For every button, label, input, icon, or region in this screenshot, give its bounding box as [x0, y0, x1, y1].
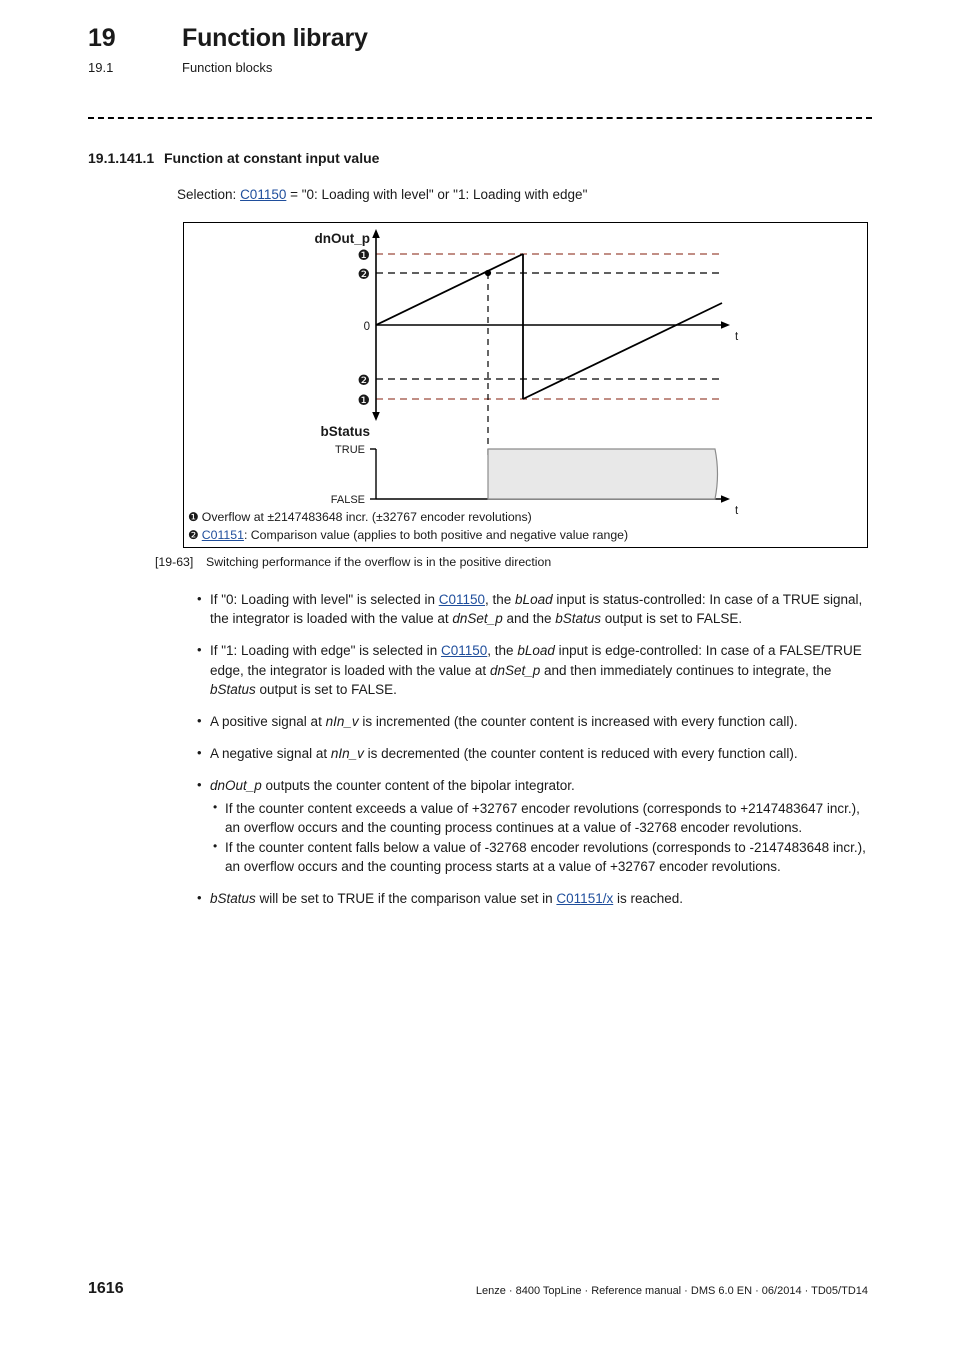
upper-plot-xlabel: t [735, 331, 739, 343]
text-run: If the counter content falls below a value of -32768 encoder revolutions (corresponds to -2147483648 incr.), an overflow occurs and the counting process starts at a value of +32767 encoder revolutions. [225, 840, 866, 875]
comparison-hit-point [485, 270, 491, 276]
upper-plot-ylabel: dnOut_p [314, 231, 370, 246]
bullet-loading-with-level [196, 590, 872, 628]
section-title-header: Function blocks [182, 60, 273, 75]
parameter-link-c01150[interactable]: C01150 [440, 643, 488, 659]
term-bstatus: bStatus [210, 891, 256, 907]
text-run: is decremented (the counter content is reduced with every function call). [363, 746, 798, 762]
header-section-row [88, 60, 878, 75]
chapter-title: Function library [182, 24, 368, 52]
section-number-header: 19.1 [88, 60, 114, 75]
sub-bullet-overflow-negative [212, 838, 872, 876]
marker-2-negative: ❷ [357, 373, 370, 389]
legend-text-1: Overflow at ±2147483648 incr. (±32767 encoder revolutions) [201, 510, 532, 524]
text-run: output is set to FALSE. [601, 611, 743, 627]
sub-bullet-overflow-positive [212, 799, 872, 837]
sub-bullet-list [196, 799, 872, 877]
text-run: , the [487, 643, 518, 659]
parameter-link-c01150[interactable]: C01150 [240, 187, 287, 202]
bstatus-true-pulse [488, 449, 718, 499]
figure-diagram [183, 222, 868, 548]
term-dnout-p: dnOut_p [210, 778, 262, 794]
text-run: A positive signal at [210, 714, 326, 730]
lower-plot-tick-false: FALSE [330, 494, 365, 506]
x-axis-arrow-lower [721, 495, 730, 503]
text-run: outputs the counter content of the bipolar integrator. [261, 778, 575, 794]
bullet-bstatus-true [196, 889, 872, 908]
term-dnset-p: dnSet_p [452, 611, 503, 627]
term-dnset-p: dnSet_p [489, 662, 541, 678]
selection-suffix: = "0: Loading with level" or "1: Loading with edge" [290, 187, 588, 202]
x-axis-arrow-upper [721, 321, 730, 329]
y-axis-arrow-up [372, 229, 380, 238]
figure-caption-number: [19-63] [155, 555, 194, 569]
term-bstatus: bStatus [555, 611, 602, 627]
bullet-loading-with-edge [196, 641, 872, 699]
text-run: If "0: Loading with level" is selected in [210, 592, 439, 607]
text-run: and the [502, 611, 556, 627]
text-run: input is edge-controlled: In case of a FALSE/TRUE edge, the integrator is loaded with the value at [210, 643, 862, 678]
page-title: Function at constant input value [164, 150, 380, 166]
selection-line [177, 187, 587, 202]
marker-2-positive: ❷ [357, 267, 370, 283]
lower-plot-ylabel: bStatus [320, 424, 370, 439]
section-number: 19.1.141.1 [88, 150, 155, 166]
header-chapter-row [88, 24, 878, 53]
selection-prefix: Selection: [177, 187, 237, 202]
figure-caption-text: Switching performance if the overflow is in the positive direction [206, 555, 552, 569]
page-header [88, 24, 878, 75]
term-nin-v: nIn_v [330, 746, 364, 762]
lower-plot-xlabel: t [735, 505, 739, 517]
parameter-link-c01151[interactable]: C01151 [201, 527, 244, 542]
marker-1-negative: ❶ [357, 393, 370, 409]
text-run: is reached. [613, 891, 684, 907]
lower-plot-tick-true: TRUE [335, 444, 365, 456]
parameter-link-c01151-x[interactable]: C01151/x [556, 891, 614, 907]
text-run: If the counter content exceeds a value of +32767 encoder revolutions (corresponds to +2147483647 incr.), an overflow occurs and the counting process continues at a value of -32768 encoder revolutions. [225, 800, 860, 835]
text-run: input is status-controlled: In case of a TRUE signal, the integrator is loaded with the value at [210, 592, 863, 627]
y-axis-arrow-down [372, 412, 380, 421]
figure-legend [188, 509, 848, 544]
legend-text-2: : Comparison value (applies to both positive and negative value range) [243, 527, 629, 542]
signal-ramp-segment-1 [376, 254, 523, 325]
text-run: is incremented (the counter content is increased with every function call). [358, 714, 798, 730]
term-bload: bLoad [517, 643, 555, 659]
term-bload: bLoad [515, 592, 553, 607]
figure-caption [155, 555, 875, 569]
text-run: will be set to TRUE if the comparison value set in [255, 891, 557, 907]
legend-item-1 [188, 509, 848, 527]
term-nin-v: nIn_v [325, 714, 359, 730]
bullet-negative-signal [196, 744, 872, 763]
body-bullet-list [196, 590, 872, 922]
text-run: , the [485, 592, 516, 607]
signal-ramp-segment-2 [523, 303, 722, 399]
term-bstatus: bStatus [210, 681, 256, 697]
parameter-link-c01150[interactable]: C01150 [438, 592, 486, 607]
section-heading [88, 150, 379, 166]
header-divider [88, 117, 872, 119]
text-run: output is set to FALSE. [255, 681, 397, 697]
timing-diagram-svg [184, 223, 869, 549]
footer-meta: Lenze · 8400 TopLine · Reference manual · DMS 6.0 EN · 06/2014 · TD05/TD14 [475, 1285, 868, 1297]
upper-plot-zero-tick: 0 [363, 321, 370, 333]
text-run: and then immediately continues to integrate, the [540, 662, 832, 678]
legend-marker-2: ❷ [188, 527, 199, 542]
marker-1-positive: ❶ [357, 248, 370, 264]
text-run: A negative signal at [210, 746, 331, 762]
legend-marker-1: ❶ [188, 510, 199, 524]
bullet-dnout-outputs [196, 776, 872, 795]
footer-page-number: 1616 [88, 1280, 124, 1297]
chapter-number: 19 [88, 24, 116, 52]
text-run: If "1: Loading with edge" is selected in [210, 643, 441, 659]
legend-item-2 [188, 527, 848, 545]
bullet-positive-signal [196, 712, 872, 731]
